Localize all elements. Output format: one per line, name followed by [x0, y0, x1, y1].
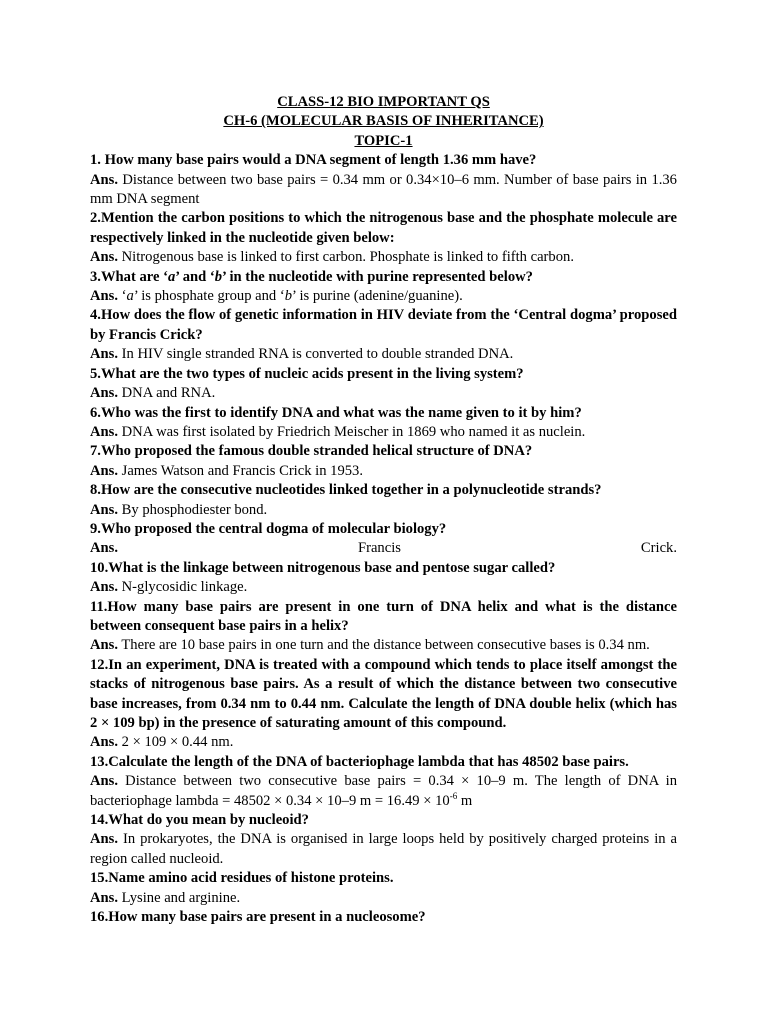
- answer-10: [90, 578, 677, 597]
- answer-text: DNA and RNA.: [121, 385, 216, 402]
- question-7: 7.Who proposed the famous double stranded helical structure of DNA?: [90, 443, 533, 460]
- answer-5: [90, 384, 677, 403]
- chapter-title: CH-6 (MOLECULAR BASIS OF INHERITANCE): [223, 113, 544, 130]
- question-13: 13.Calculate the length of the DNA of bacteriophage lambda that has 48502 base pairs.: [90, 753, 629, 770]
- answer-text: There are 10 base pairs in one turn and the distance between consecutive bases is 0.34 nm.: [121, 637, 650, 654]
- answer-label: Ans.: [90, 249, 118, 266]
- answer-14: [90, 830, 677, 869]
- answer-label: Ans.: [90, 288, 118, 305]
- answer-4: [90, 345, 677, 364]
- answer-label: Ans.: [90, 462, 118, 479]
- answer-text: N-glycosidic linkage.: [121, 579, 248, 596]
- question-9: 9.Who proposed the central dogma of molecular biology?: [90, 520, 447, 537]
- question-4: 4.How does the flow of genetic information in HIV deviate from the ‘Central dogma’ proposed by Francis Crick?: [90, 307, 677, 343]
- answer-label: Ans.: [90, 579, 118, 596]
- answer-7: [90, 462, 677, 481]
- question-14: 14.What do you mean by nucleoid?: [90, 812, 309, 829]
- document-title: CLASS-12 BIO IMPORTANT QS: [277, 94, 490, 110]
- document-body: [90, 93, 677, 927]
- question-11: 11.How many base pairs are present in one turn of DNA helix and what is the distance between consequent base pairs in a helix?: [90, 598, 677, 634]
- answer-2: [90, 248, 677, 267]
- answer-text: James Watson and Francis Crick in 1953.: [121, 462, 363, 479]
- answer-label: Ans.: [90, 385, 118, 402]
- question-1: 1. How many base pairs would a DNA segment of length 1.36 mm have?: [90, 152, 537, 169]
- answer-text: In prokaryotes, the DNA is organised in large loops held by positively charged proteins in a region called nucleoid.: [90, 831, 677, 867]
- answer-text: Distance between two consecutive base pairs = 0.34 × 10–9 m. The length of DNA in bacteriophage lambda = 48502 × 0.34 × 10–9 m = 16.49 × 10: [90, 773, 677, 809]
- answer-label: Ans.: [90, 540, 118, 557]
- answer-15: [90, 889, 677, 908]
- answer-text: 2 × 109 × 0.44 nm.: [121, 734, 234, 751]
- answer-text: In HIV single stranded RNA is converted to double stranded DNA.: [121, 346, 514, 363]
- answer-text: Nitrogenous base is linked to first carbon. Phosphate is linked to fifth carbon.: [121, 249, 574, 266]
- answer-text: DNA was first isolated by Friedrich Meischer in 1869 who named it as nuclein.: [121, 423, 586, 440]
- answer-label: Ans.: [90, 501, 118, 518]
- question-15: 15.Name amino acid residues of histone proteins.: [90, 870, 394, 887]
- answer-text: Francis Crick.: [357, 540, 677, 557]
- answer-text: Distance between two base pairs = 0.34 mm or 0.34×10–6 mm. Number of base pairs in 1.36 mm DNA segment: [90, 171, 677, 208]
- answer-label: Ans.: [90, 831, 118, 848]
- answer-text: By phosphodiester bond.: [121, 501, 268, 518]
- answer-9: [90, 539, 677, 558]
- question-2: 2.Mention the carbon positions to which the nitrogenous base and the phosphate molecule are respectively linked in the nucleotide given below:: [90, 210, 677, 246]
- question-12: 12.In an experiment, DNA is treated with a compound which tends to place itself amongst the stacks of nitrogenous base pairs. As a result of which the distance between two consecutive base increases, from 0.34 nm to 0.44 nm. Calculate the length of DNA double helix (which has 2 × 109 bp) in the presence of saturating amount of this compound.: [90, 656, 677, 731]
- answer-11: [90, 636, 677, 655]
- question-5: 5.What are the two types of nucleic acids present in the living system?: [90, 365, 524, 382]
- answer-text: Lysine and arginine.: [121, 889, 241, 906]
- question-8: 8.How are the consecutive nucleotides linked together in a polynucleotide strands?: [90, 482, 602, 499]
- answer-1: [90, 171, 677, 210]
- answer-13: Ans. Distance between two consecutive base pairs = 0.34 × 10–9 m. The length of DNA in bacteriophage lambda = 48502 × 0.34 × 10–9 $m = 16.49 \times 10^{-6}$ m: [90, 773, 677, 809]
- answer-label: Ans.: [90, 171, 118, 188]
- answer-6: [90, 423, 677, 442]
- exponent: -6: [449, 790, 458, 801]
- question-3: 3.What are ‘a’ and ‘b’ in the nucleotide with purine represented below?: [90, 268, 533, 285]
- answer-label: Ans.: [90, 773, 118, 790]
- question-6: 6.Who was the first to identify DNA and what was the name given to it by him?: [90, 404, 582, 421]
- answer-8: [90, 501, 677, 520]
- answer-12: [90, 733, 677, 752]
- answer-label: Ans.: [90, 423, 118, 440]
- answer-label: Ans.: [90, 637, 118, 654]
- topic-title: TOPIC-1: [354, 132, 413, 149]
- answer-label: Ans.: [90, 734, 118, 751]
- question-10: 10.What is the linkage between nitrogenous base and pentose sugar called?: [90, 559, 556, 576]
- question-16: 16.How many base pairs are present in a nucleosome?: [90, 909, 426, 926]
- answer-label: Ans.: [90, 889, 118, 906]
- answer-3: Ans. ‘a’ is phosphate group and ‘b’ is purine (adenine/guanine).: [90, 288, 463, 305]
- answer-label: Ans.: [90, 346, 118, 363]
